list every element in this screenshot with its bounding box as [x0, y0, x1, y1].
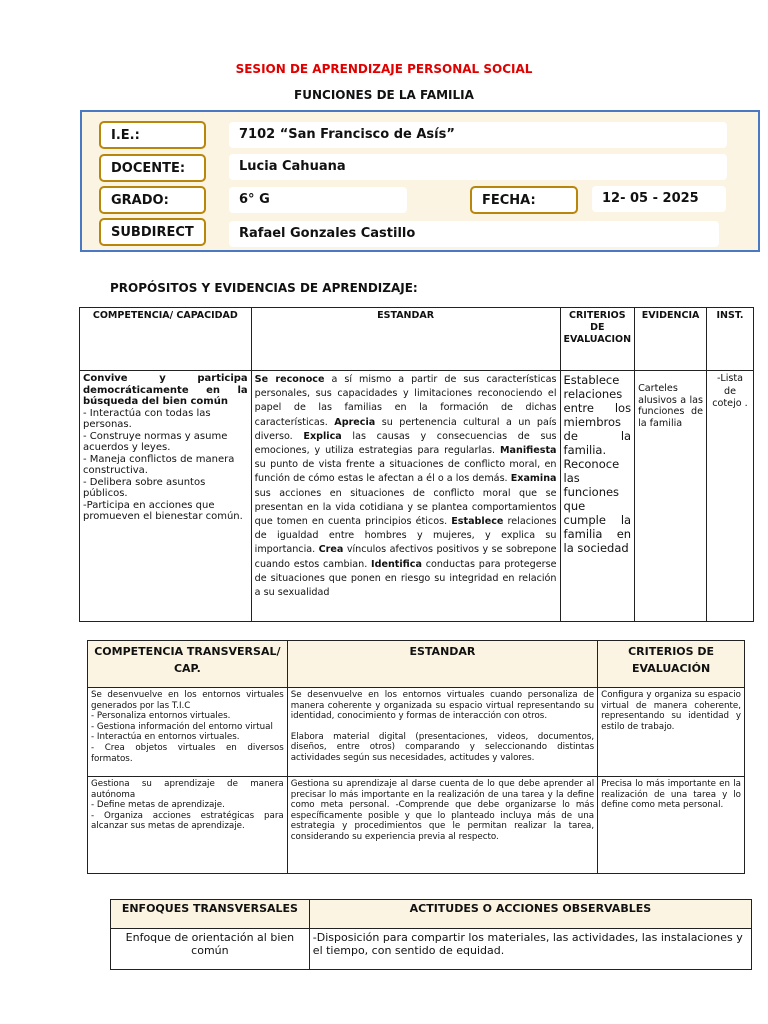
header-enfoques: ENFOQUES TRANSVERSALES — [111, 900, 310, 929]
instrumento-cell: -Lista de cotejo . — [707, 371, 754, 622]
info-panel — [80, 110, 760, 252]
grado-label: GRADO: — [99, 186, 206, 214]
capacidad-item: - Define metas de aprendizaje. — [91, 800, 225, 811]
enfoque-cell: Enfoque de orientación al bien común — [111, 929, 310, 970]
table-row — [88, 777, 745, 874]
competencia-cell — [80, 371, 252, 622]
estandar-text: las causas y consecuencias de sus emociones, y utiliza estrategias para regularlas. — [254, 430, 557, 457]
estandar-cell — [287, 688, 597, 777]
capacidad-item: - Gestiona información del entorno virtual — [91, 721, 273, 732]
capacidad-item: - Interactúa en entornos virtuales. — [91, 732, 240, 743]
header-evidencia: EVIDENCIA — [635, 308, 707, 371]
competencia-cell — [88, 688, 288, 777]
docente-value: Lucia Cahuana — [229, 154, 727, 180]
criterios-cell: Configura y organiza su espacio virtual de manera coherente, representando su identidad y estilo de trabajo. — [598, 688, 745, 777]
capacidad-item: - Delibera sobre asuntos públicos. — [83, 476, 206, 499]
estandar-verb: Identifica — [371, 558, 422, 570]
subdirect-value: Rafael Gonzales Castillo — [229, 221, 719, 247]
header-criterios: CRITERIOS DE EVALUACION — [560, 308, 635, 371]
estandar-text: su pertenencia cultural a un país diverso. — [254, 416, 557, 442]
estandar-text: Se desenvuelve en los entornos virtuales cuando personaliza de manera coherente y organizada su espacio virtual representando su identidad, conocimiento y formas de interacción con otros. — [290, 690, 595, 722]
header-competencia-transversal: COMPETENCIA TRANSVERSAL/ CAP. — [88, 641, 288, 688]
document-subtitle: FUNCIONES DE LA FAMILIA — [294, 88, 474, 102]
header-estandar: ESTANDAR — [251, 308, 560, 371]
capacidad-item: -Participa en acciones que promueven el bienestar común. — [83, 499, 243, 522]
evidencia-cell: Carteles alusivos a las funciones de la familia — [635, 371, 707, 622]
header-competencia: COMPETENCIA/ CAPACIDAD — [80, 308, 252, 371]
document-title: SESION DE APRENDIZAJE PERSONAL SOCIAL — [235, 62, 533, 76]
competency-table — [79, 307, 754, 622]
ie-value: 7102 “San Francisco de Asís” — [229, 122, 727, 148]
capacidad-item: - Construye normas y asume acuerdos y leyes. — [83, 430, 228, 453]
table-row — [80, 371, 754, 622]
subdirect-label: SUBDIRECT — [99, 218, 206, 246]
estandar-text: su punto de vista frente a situaciones de conflicto moral, en función de cómo estas le afectan a él o a los demás. — [254, 459, 557, 485]
estandar-cell — [287, 777, 597, 874]
actitudes-cell: -Disposición para compartir los materiales, las actividades, las instalaciones y el tiempo, con sentido de equidad. — [309, 929, 751, 970]
table-header-row — [88, 641, 745, 688]
capacidad-item: - Crea objetos virtuales en diversos formatos. — [91, 742, 284, 764]
estandar-text: sus acciones en situaciones de conflicto moral que se presentan en la vida cotidiana y se plantea comportamientos que tomen en cuenta principios éticos. — [254, 487, 557, 528]
purposes-heading: PROPÓSITOS Y EVIDENCIAS DE APRENDIZAJE: — [110, 281, 418, 295]
table-header-row — [80, 308, 754, 371]
competencia-text: Gestiona su aprendizaje de manera autónoma — [91, 779, 284, 800]
estandar-verb: Manifiesta — [499, 445, 557, 457]
enfoques-table — [110, 899, 752, 970]
estandar-text: Gestiona su aprendizaje al darse cuenta de lo que debe aprender al precisar lo más importante en la realización de una tarea y la define como meta personal. -Comprende que debe organizarse lo más específicamente posible y que lo planteado incluya más de una estrategia y procedimientos que le permitan realizar la tarea, considerando su experiencia previa al respecto. — [290, 779, 595, 842]
estandar-verb: Establece — [451, 516, 504, 528]
capacidad-item: - Organiza acciones estratégicas para alcanzar sus metas de aprendizaje. — [91, 810, 284, 832]
capacidad-item: - Personaliza entornos virtuales. — [91, 711, 231, 722]
estandar-text: relaciones de igualdad entre hombres y mujeres, y explica su importancia. — [254, 516, 557, 556]
criterios-cell: Precisa lo más importante en la realización de una tarea y lo define como meta personal. — [598, 777, 745, 874]
capacidad-item: - Maneja conflictos de manera constructiva. — [83, 453, 235, 476]
ie-label: I.E.: — [99, 121, 206, 149]
estandar-text: conductas para protegerse de situaciones que ponen en riesgo su integridad en relación a su sexualidad — [254, 558, 557, 599]
estandar-text: a sí mismo a partir de sus características personales, sus capacidades y limitaciones reconociendo el papel de las familias en la formación de dichas características. — [254, 374, 557, 428]
header-actitudes: ACTITUDES O ACCIONES OBSERVABLES — [309, 900, 751, 929]
criterios-cell: Establece relaciones entre los miembros de la familia. Reconoce las funciones que cumple la familia en la sociedad — [560, 371, 635, 622]
estandar-cell — [251, 371, 560, 622]
capacidad-item: - Interactúa con todas las personas. — [83, 407, 211, 430]
header-estandar: ESTANDAR — [287, 641, 597, 688]
header-criterios: CRITERIOS DE EVALUACIÓN — [598, 641, 745, 688]
estandar-verb: Explica — [303, 430, 342, 442]
table-row — [111, 929, 752, 970]
table-row — [88, 688, 745, 777]
estandar-verb: Aprecia — [334, 416, 376, 428]
fecha-value: 12- 05 - 2025 — [592, 186, 726, 212]
table-header-row — [111, 900, 752, 929]
header-instrumento: INST. — [707, 308, 754, 371]
estandar-verb: Crea — [318, 544, 344, 556]
competencia-cell — [88, 777, 288, 874]
transversal-competency-table — [87, 640, 745, 874]
docente-label: DOCENTE: — [99, 154, 206, 182]
estandar-verb: Examina — [510, 473, 557, 485]
fecha-label: FECHA: — [470, 186, 578, 214]
competencia-title: Convive y participa democráticamente en la búsqueda del bien común — [83, 373, 248, 407]
grado-value: 6° G — [229, 187, 407, 213]
estandar-text: Elabora material digital (presentaciones, videos, documentos, diseños, entre otros) comparando y seleccionando distintas actividades según sus necesidades, actitudes y valores. — [290, 731, 595, 763]
estandar-verb: Se reconoce — [254, 374, 325, 385]
estandar-text: vínculos afectivos positivos y se sobrepone cuando estos cambian. — [254, 544, 557, 570]
competencia-text: Se desenvuelve en los entornos virtuales generados por las T.I.C — [91, 690, 284, 711]
